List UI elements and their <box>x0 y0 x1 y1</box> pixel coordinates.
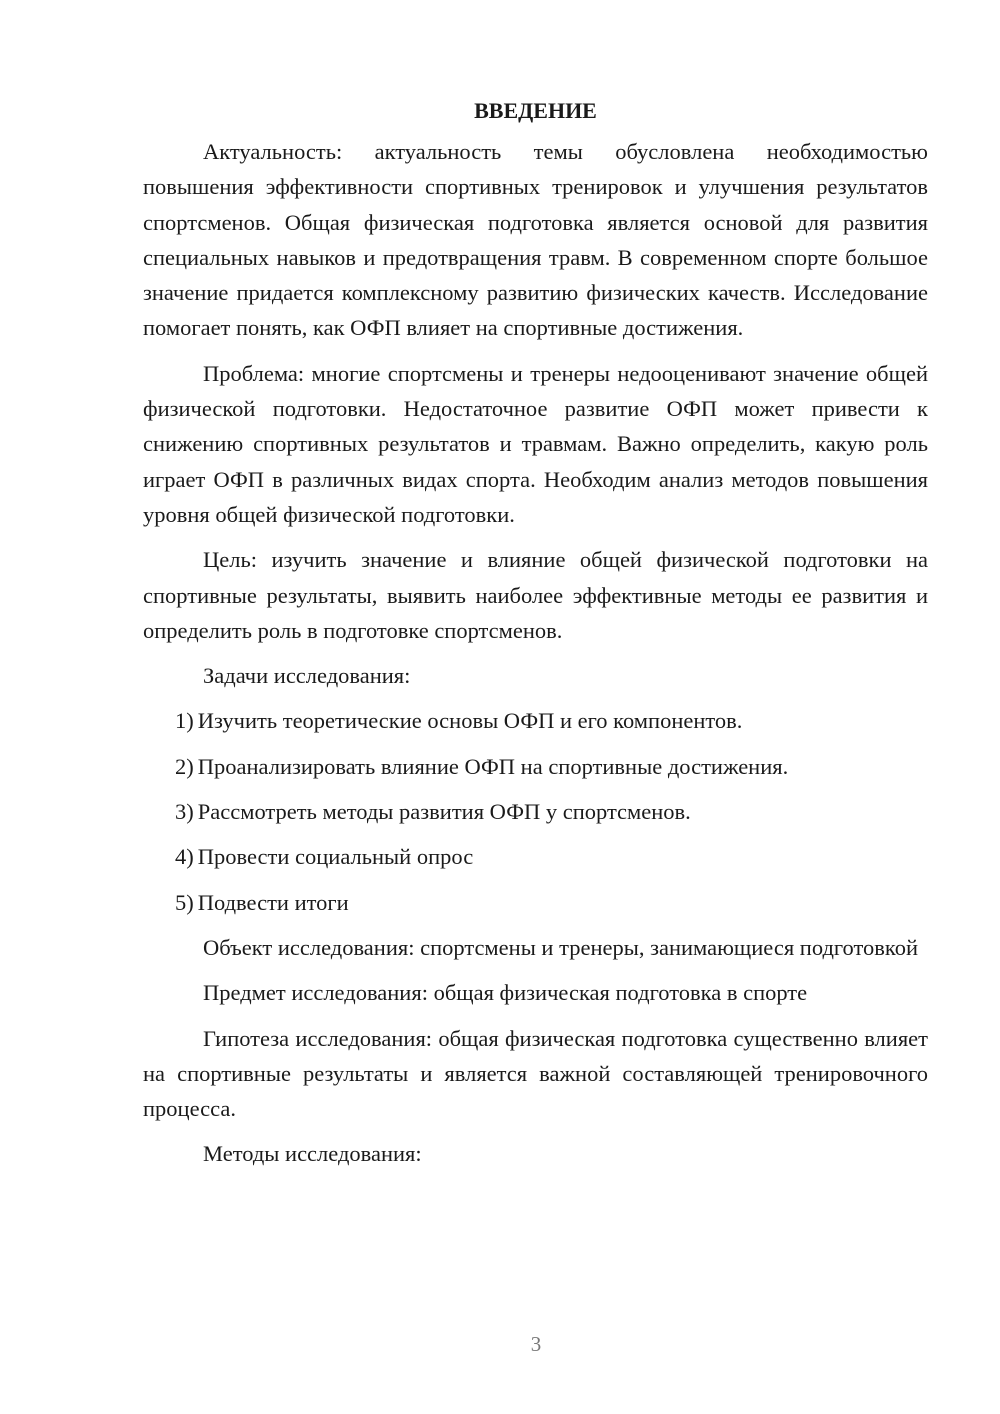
document-page <box>143 90 928 1182</box>
list-item-number: 1) <box>175 708 194 734</box>
subject-paragraph: Предмет исследования: общая физическая подготовка в спорте <box>203 980 808 1006</box>
list-item-text: Проанализировать влияние ОФП на спортивные достижения. <box>197 753 789 779</box>
methods-label: Методы исследования: <box>203 1141 422 1167</box>
list-item <box>143 794 928 829</box>
list-item <box>143 885 928 920</box>
goal-paragraph: Цель: изучить значение и влияние общей физической подготовки на спортивные результаты, выявить наиболее эффективные методы ее развития и определить роль в подготовке спортсменов. <box>143 547 928 643</box>
document-heading: ВВЕДЕНИЕ <box>474 98 597 123</box>
list-item-text: Подвести итоги <box>197 889 349 915</box>
list-item-number: 2) <box>175 753 194 779</box>
list-item-number: 4) <box>175 844 194 870</box>
problem-paragraph: Проблема: многие спортсмены и тренеры недооценивают значение общей физической подготовки. Недостаточное развитие ОФП может привести к снижению спортивных результатов и травмам. Важно определить, какую роль играет ОФП в различных видах спорта. Необходим анализ методов повышения уровня общей физической подготовки. <box>143 360 928 527</box>
list-item-text: Рассмотреть методы развития ОФП у спортсменов. <box>197 799 691 825</box>
list-item-text: Провести социальный опрос <box>197 844 474 870</box>
list-item <box>143 703 928 738</box>
list-item-number: 3) <box>175 799 194 825</box>
list-item-text: Изучить теоретические основы ОФП и его компонентов. <box>197 708 743 734</box>
list-item <box>143 839 928 874</box>
object-paragraph: Объект исследования: спортсмены и тренеры, занимающиеся подготовкой <box>203 934 919 960</box>
tasks-label: Задачи исследования: <box>203 663 411 689</box>
tasks-list <box>143 703 928 919</box>
hypothesis-paragraph: Гипотеза исследования: общая физическая подготовка существенно влияет на спортивные результаты и является важной составляющей тренировочного процесса. <box>143 1025 928 1122</box>
page-number: 3 <box>530 1332 542 1356</box>
relevance-paragraph: Актуальность: актуальность темы обусловлена необходимостью повышения эффективности спортивных тренировок и улучшения результатов спортсменов. Общая физическая подготовка является основой для развития специальных навыков и предотвращения травм. В современном спорте большое значение придается комплексному развитию физических качеств. Исследование помогает понять, как ОФП влияет на спортивные достижения. <box>143 139 928 341</box>
list-item-number: 5) <box>175 889 194 915</box>
list-item <box>143 749 928 784</box>
